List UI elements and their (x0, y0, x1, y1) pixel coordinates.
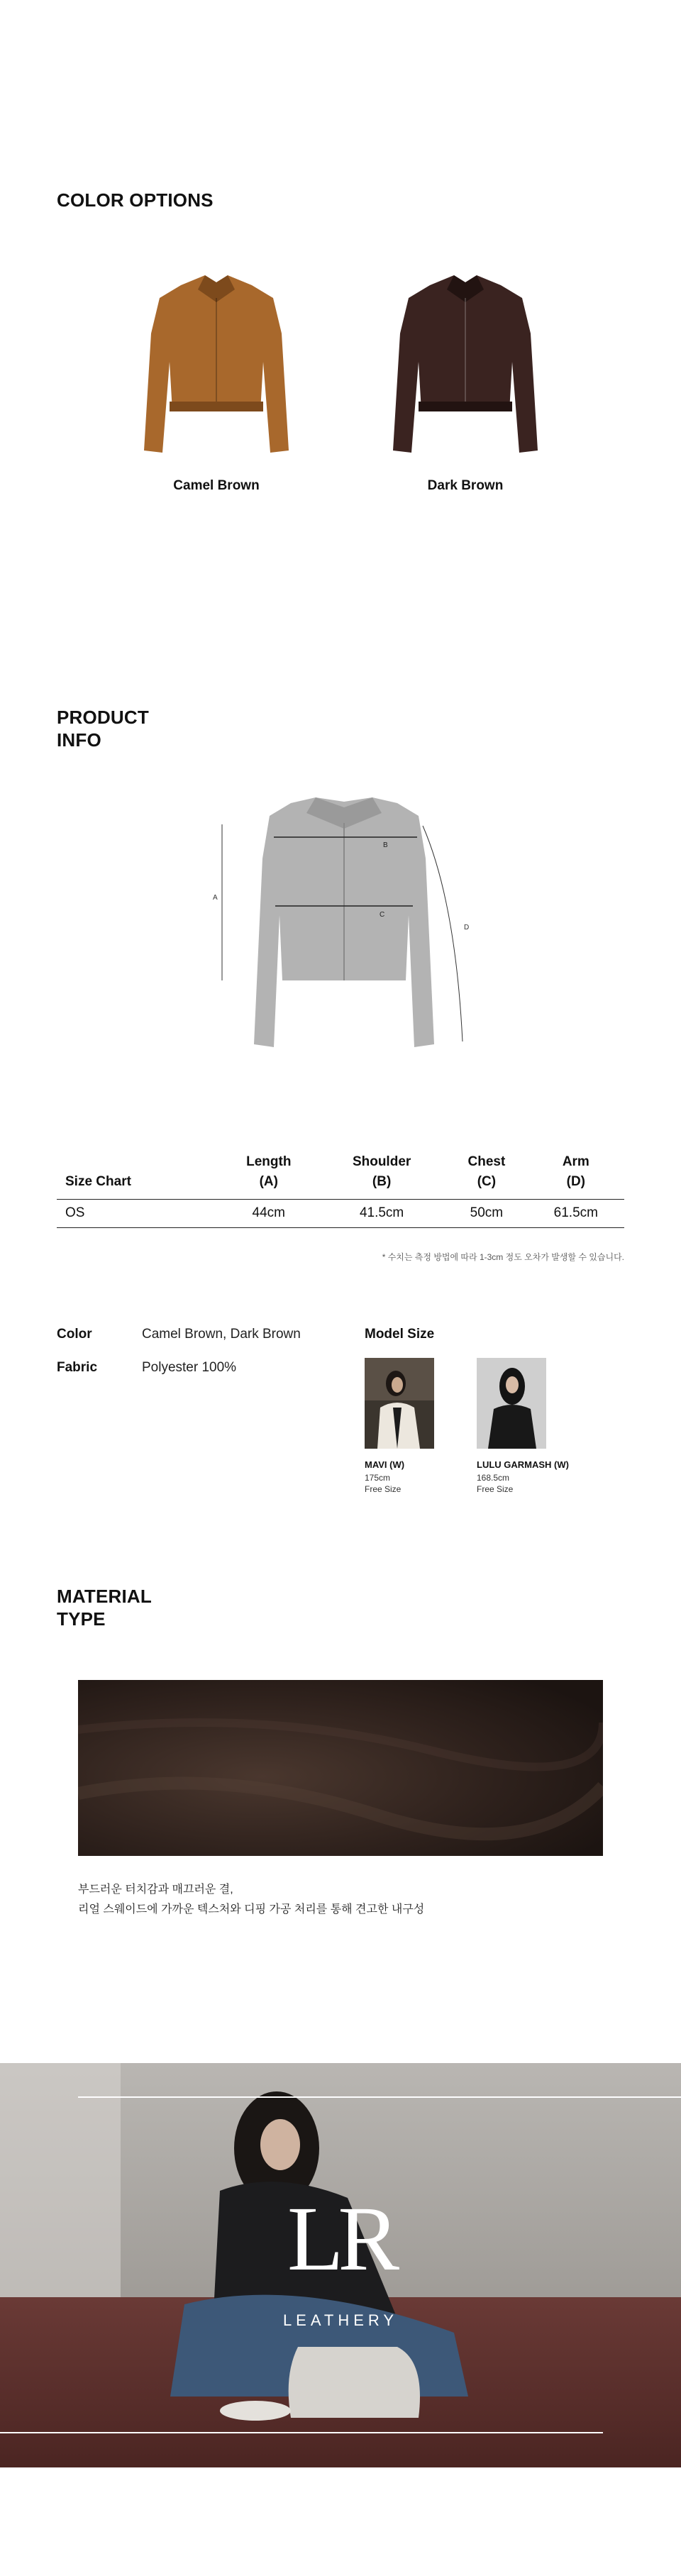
measurement-diagram (206, 795, 482, 1057)
model-photo-lulu (477, 1358, 546, 1449)
color-spec-label: Color (57, 1327, 92, 1342)
brand-banner (0, 2063, 681, 2467)
size-cell: OS (65, 1205, 85, 1220)
model-size-mavi: Free Size (365, 1484, 402, 1494)
arm-header: Arm (D) (562, 1154, 589, 1189)
dark-brown-jacket-image (380, 270, 550, 463)
diagram-label-d: D (464, 924, 470, 932)
arm-cell: 61.5cm (553, 1205, 598, 1220)
model-card-mavi (365, 1358, 434, 1495)
model-name-mavi: MAVI (W) (365, 1459, 405, 1470)
size-chart-table (57, 1149, 624, 1228)
material-desc-line1: 부드러운 터치감과 매끄러운 결, (78, 1884, 233, 1896)
model-size-lulu: Free Size (477, 1484, 514, 1494)
camel-brown-label: Camel Brown (173, 478, 260, 493)
diagram-label-a: A (213, 894, 218, 902)
model-photo-mavi (365, 1358, 434, 1449)
table-row (57, 1200, 624, 1228)
size-chart-header: Size Chart (65, 1174, 131, 1189)
length-header: Length (A) (246, 1154, 292, 1189)
material-swatch-image (78, 1680, 603, 1856)
chest-cell: 50cm (470, 1205, 504, 1220)
product-info-title-line2: INFO (57, 729, 101, 751)
size-note: * 수치는 측정 방법에 따라 1-3cm 정도 오차가 발생할 수 있습니다. (382, 1252, 624, 1262)
color-options-title: COLOR OPTIONS (57, 189, 214, 211)
diagram-label-c: C (380, 911, 385, 919)
material-type-title-line1: MATERIAL (57, 1586, 152, 1607)
diagram-label-b: B (383, 841, 388, 849)
model-name-lulu: LULU GARMASH (W) (477, 1459, 569, 1470)
color-option-camel-brown[interactable] (131, 270, 301, 494)
color-spec-value: Camel Brown, Dark Brown (142, 1327, 301, 1342)
material-description (78, 1880, 424, 1920)
product-info-title (57, 706, 149, 751)
product-info-title-line1: PRODUCT (57, 707, 149, 728)
brand-monogram: LR (287, 2188, 394, 2290)
shoulder-header: Shoulder (B) (352, 1154, 411, 1189)
fabric-spec-label: Fabric (57, 1360, 98, 1375)
model-height-mavi: 175cm (365, 1473, 391, 1483)
color-option-dark-brown[interactable] (380, 270, 550, 494)
chest-header: Chest (C) (467, 1154, 506, 1189)
size-chart-header-row (57, 1149, 624, 1200)
fabric-spec-value: Polyester 100% (142, 1360, 237, 1375)
model-size-label: Model Size (365, 1327, 435, 1342)
banner-top-line (78, 2096, 681, 2098)
material-type-title-line2: TYPE (57, 1608, 106, 1630)
length-cell: 44cm (252, 1205, 286, 1220)
brand-wordmark: LEATHERY (282, 2311, 399, 2329)
camel-brown-jacket-image (131, 270, 301, 463)
material-desc-line2: 리얼 스웨이드에 가까운 텍스처와 디핑 가공 처리를 통해 견고한 내구성 (78, 1903, 425, 1916)
dark-brown-label: Dark Brown (427, 478, 504, 493)
shoulder-cell: 41.5cm (359, 1205, 404, 1220)
model-card-lulu (477, 1358, 569, 1495)
model-height-lulu: 168.5cm (477, 1473, 510, 1483)
banner-bottom-line (0, 2432, 603, 2433)
material-type-title (57, 1585, 152, 1630)
